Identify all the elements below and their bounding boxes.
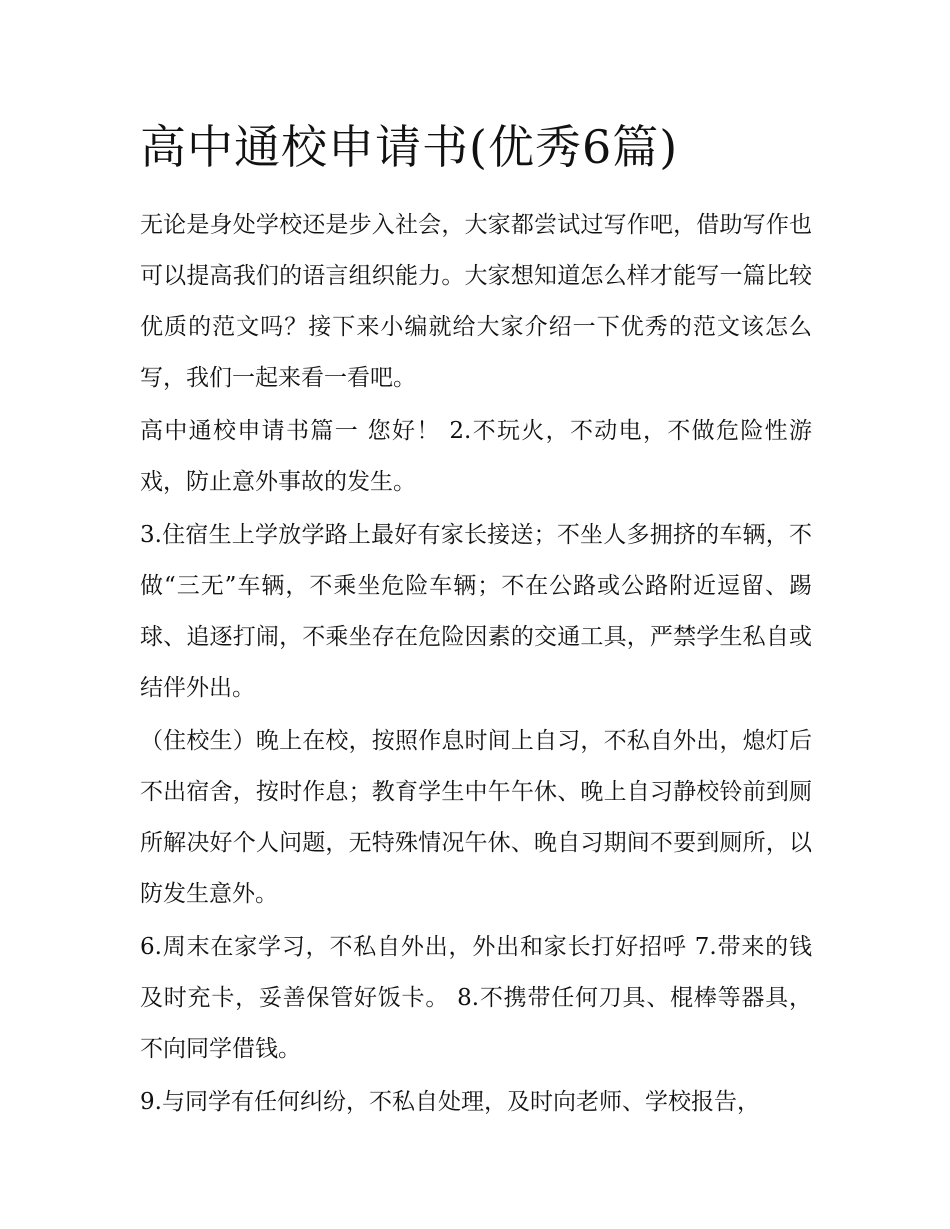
- document-body: [140, 200, 812, 1130]
- paragraph-5: 6.周末在家学习，不私自外出，外出和家长打好招呼 7.带来的钱及时充卡，妥善保管好饭卡。 8.不携带任何刀具、棍棒等器具，不向同学借钱。: [140, 934, 812, 1062]
- paragraph-6: 9.与同学有任何纠纷，不私自处理，及时向老师、学校报告，: [140, 1089, 760, 1115]
- paragraph-3: 3.住宿生上学放学路上最好有家长接送；不坐人多拥挤的车辆，不做“三无”车辆，不乘坐危险车辆；不在公路或公路附近逗留、踢球、追逐打闹，不乘坐存在危险因素的交通工具，严禁学生私自或结伴外出。: [140, 522, 812, 701]
- document-title: 高中通校申请书(优秀6篇): [140, 120, 679, 174]
- intro-paragraph: 无论是身处学校还是步入社会，大家都尝试过写作吧，借助写作也可以提高我们的语言组织能力。大家想知道怎么样才能写一篇比较优质的范文吗？接下来小编就给大家介绍一下优秀的范文该怎么写，我们一起来看一看吧。: [140, 212, 812, 391]
- paragraph-4: （住校生）晚上在校，按照作息时间上自习，不私自外出，熄灯后不出宿舍，按时作息；教育学生中午午休、晚上自习静校铃前到厕所解决好个人问题，无特殊情况午休、晚自习期间不要到厕所，以防发生意外。: [140, 728, 812, 907]
- paragraph-2: 高中通校申请书篇一 您好！ 2.不玩火，不动电，不做危险性游戏，防止意外事故的发生。: [140, 418, 812, 495]
